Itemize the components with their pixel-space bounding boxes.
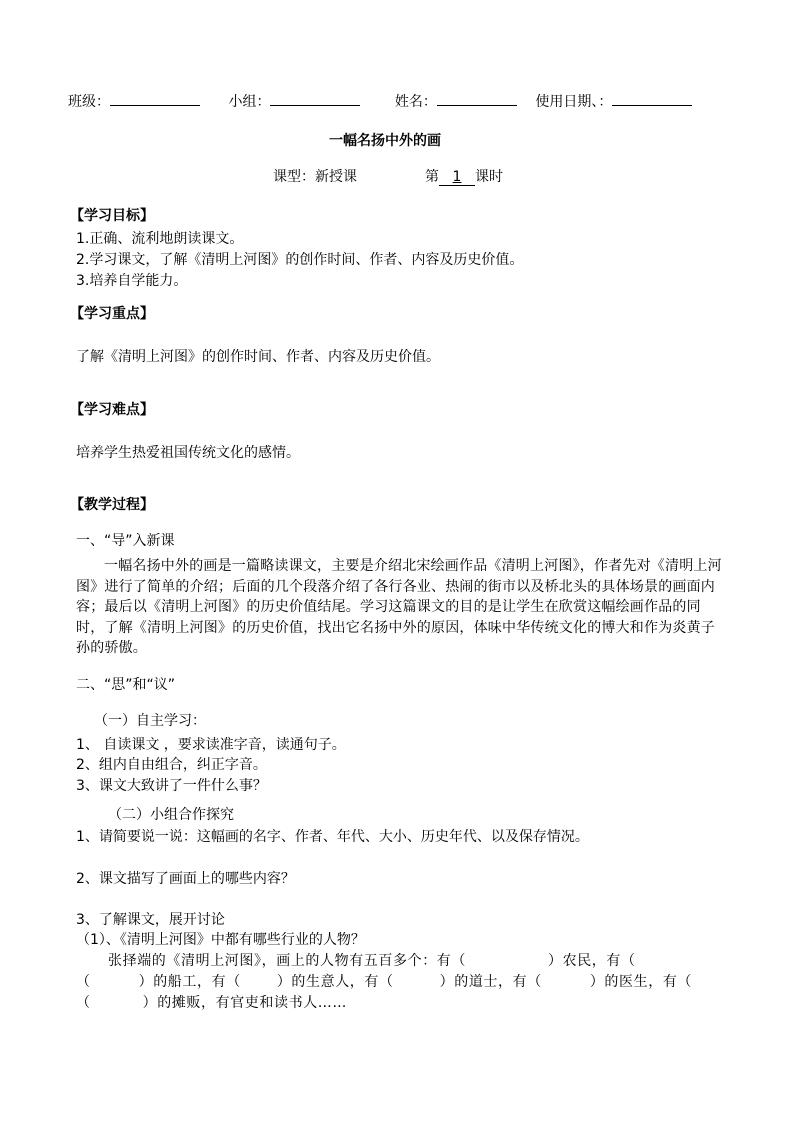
name-label: 姓名： xyxy=(394,94,437,110)
period-suffix: 课时 xyxy=(475,169,503,185)
section1-heading: 一、“导”入新课 xyxy=(76,533,175,549)
self-study-item: 1、 自读课文 ，要求读准字音，读通句子。 xyxy=(76,737,346,753)
fill-text-5: ）的道士，有（ xyxy=(439,974,542,990)
self-study-item: 3、课文大致讲了一件什么事？ xyxy=(76,778,267,794)
period-number: 1 xyxy=(439,169,475,186)
goal-item: 1.正确、流利地朗读课文。 xyxy=(76,231,244,247)
page-title: 一幅名扬中外的画 xyxy=(329,133,441,149)
fill-text-7: ）的摊贩，有官吏和读书人…… xyxy=(142,995,348,1011)
goal-item: 3.培养自学能力。 xyxy=(76,273,188,289)
group-label: 小组： xyxy=(228,94,271,110)
key-points-text: 了解《清明上河图》的创作时间、作者、内容及历史价值。 xyxy=(76,349,440,365)
class-label: 班级： xyxy=(68,94,110,110)
date-field[interactable] xyxy=(612,91,692,106)
goals-heading: 【学习目标】 xyxy=(70,208,154,224)
section1-paragraph: 一幅名扬中外的画是一篇略读课文，主要是介绍北宋绘画作品《清明上河图》，作者先对《清明上河图》进行了简单的介绍；后面的几个段落介绍了各行各业、热闹的街市以及桥北头的具体场景的画面内容；最后以《清明上河图》的历史价值结尾。学习这篇课文的目的是让学生在欣赏这幅绘画作品的同时，了解《清明上河图》的历史价值，找出它名扬中外的原因，体味中华传统文化的博大和作为炎黄子孙的骄傲。 xyxy=(76,558,722,656)
lesson-type: 课型：新授课 xyxy=(273,169,357,185)
difficulties-heading: 【学习难点】 xyxy=(70,402,154,418)
self-study-item: 2、组内自由组合，纠正字音。 xyxy=(76,757,267,773)
section2-heading: 二、“思”和“议” xyxy=(76,677,176,693)
date-label: 使用日期、： xyxy=(535,94,613,110)
group-study-q3: 3、了解课文，展开讨论 xyxy=(76,912,225,928)
lesson-period xyxy=(425,166,503,186)
group-field[interactable] xyxy=(270,91,360,106)
difficulties-text: 培养学生热爱祖国传统文化的感情。 xyxy=(76,445,300,461)
group-study-q1: 1、请简要说一说：这幅画的名字、作者、年代、大小、历史年代、以及保存情况。 xyxy=(76,829,589,845)
class-field[interactable] xyxy=(110,91,200,106)
fill-line-3 xyxy=(76,992,347,1012)
name-field[interactable] xyxy=(437,91,517,106)
goal-item: 2.学习课文，了解《清明上河图》的创作时间、作者、内容及历史价值。 xyxy=(76,252,524,268)
fill-text-4: ）的生意人，有（ xyxy=(276,974,394,990)
fill-text-open: （ xyxy=(76,974,91,990)
process-heading: 【教学过程】 xyxy=(70,497,154,513)
group-study-heading: （二）小组合作探究 xyxy=(108,807,234,823)
fill-line-1 xyxy=(108,950,636,970)
fill-text-1: 张择端的《清明上河图》，画上的人物有五百多个：有（ xyxy=(108,953,466,969)
key-points-heading: 【学习重点】 xyxy=(70,306,154,322)
fill-line-2 xyxy=(76,971,692,991)
self-study-heading: （一）自主学习： xyxy=(94,713,206,729)
period-prefix: 第 xyxy=(425,169,439,185)
header-row xyxy=(68,91,692,111)
fill-text-open-2: （ xyxy=(76,995,91,1011)
fill-text-3: ）的船工，有（ xyxy=(138,974,241,990)
group-study-q2: 2、课文描写了画面上的哪些内容？ xyxy=(76,871,295,887)
fill-text-2: ）农民，有（ xyxy=(548,953,636,969)
fill-text-6: ）的医生，有（ xyxy=(589,974,693,990)
group-study-q3-sub: （1）、《清明上河图》中都有哪些行业的人物？ xyxy=(76,932,365,948)
